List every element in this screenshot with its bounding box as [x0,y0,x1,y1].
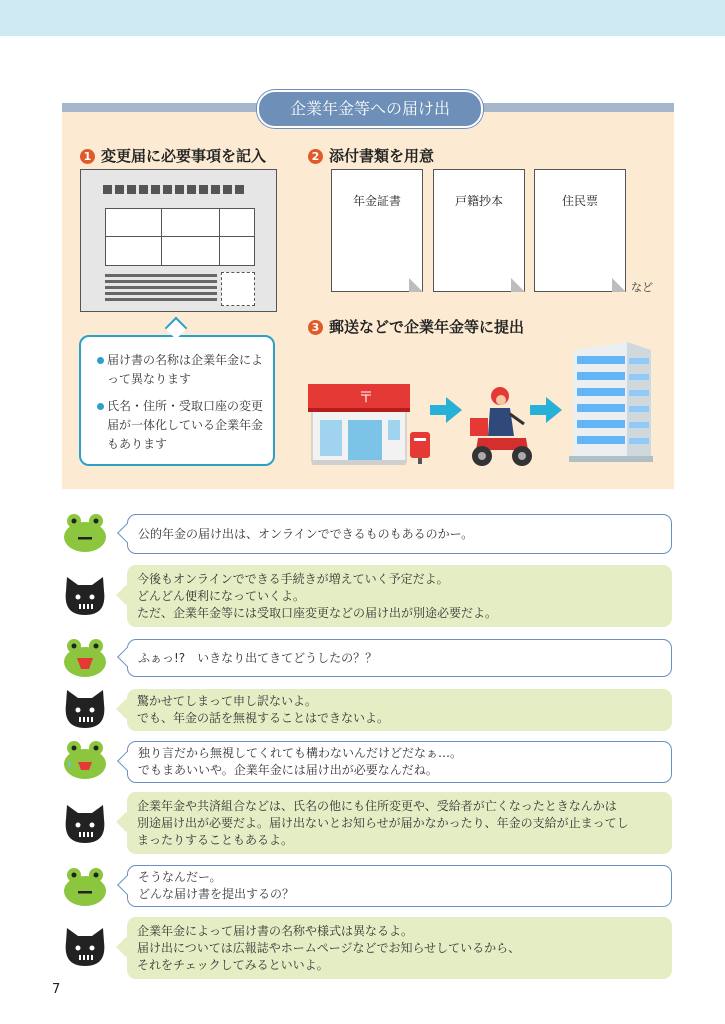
dialogue-line: 別途届け出が必要だよ。届け出ないとお知らせが届かなかったり、年金の支給が止まってし [137,815,629,830]
dialogue-line: ふぁっ!? いきなり出てきてどうしたの？？ [138,650,378,665]
page-number: 7 [52,982,61,997]
notes-callout [79,335,275,466]
frog-speech-bubble [127,514,672,554]
panel-title: 企業年金等への届け出 [257,90,483,128]
dialogue-line: 企業年金や共済組合などは、氏名の他にも住所変更や、受給者が亡くなったときなんかは [137,798,617,813]
note-item: 届け書の名称は企業年金によって異なります [97,351,263,389]
step-3-heading [308,316,524,337]
dialogue-line: どんな届け書を提出するの？ [138,887,295,901]
step-3-number: 3 [308,320,323,335]
frog-neutral-icon [63,513,107,553]
dialogue-line: 公的年金の届け出は、オンラインでできるものもあるのかー。 [138,526,474,541]
frog-speech-bubble [127,639,672,677]
document-family-register [433,169,525,292]
dialogue-line: 今後もオンラインでできる手続きが増えていく予定だよ。 [137,571,449,586]
dialogue-line: でもまあいいや。企業年金には届け出が必要なんだね。 [138,763,438,777]
mail-courier-scooter-icon [468,384,534,470]
document-label: 年金証書 [352,194,401,208]
cat-speech-bubble [127,565,672,627]
dialogue-line: 企業年金によって届け書の名称や様式は異なるよ。 [137,923,414,938]
dialogue-line: まったりすることもあるよ。 [137,832,294,847]
cat-icon [63,577,107,617]
frog-speech-bubble [127,741,672,783]
dialogue-line: 届け出については広報誌やホームページなどでお知らせしているから、 [137,940,521,955]
form-text-lines [105,274,217,304]
change-form-illustration [80,169,277,312]
document-resident-record [534,169,626,292]
cat-icon [63,690,107,730]
form-stamp-box [221,272,255,306]
step-2-heading [308,145,434,166]
step-1-heading [80,145,266,166]
step-1-label: 変更届に必要事項を記入 [101,147,267,165]
dialogue-line: それをチェックしてみるといいよ。 [137,957,329,972]
cat-icon [63,928,107,968]
dialogue-line: どんどん便利になっていくよ。 [137,588,306,603]
step-1-number: 1 [80,149,95,164]
dialogue-line: でも、年金の話を無視することはできないよ。 [137,711,390,725]
etc-label: など [631,281,653,294]
form-table [105,208,255,266]
step-3-label: 郵送などで企業年金等に提出 [329,318,525,336]
cat-speech-bubble [127,792,672,854]
dialogue-line: ただ、企業年金等には受取口座変更などの届け出が別途必要だよ。 [137,605,498,620]
cat-speech-bubble [127,689,672,731]
header-band [0,0,725,36]
dialogue-line: そうなんだー。 [138,870,222,884]
post-mark: 〒 [358,388,374,406]
post-office-icon [306,378,438,466]
document-pension-certificate [331,169,423,292]
frog-surprised-icon [63,638,107,678]
cat-icon [63,805,107,845]
form-header-marks [103,185,244,194]
dialogue-line: 独り言だから無視してくれても構わないんだけどだなぁ…。 [138,746,463,760]
step-2-label: 添付書類を用意 [329,147,435,165]
arrow-right-icon [430,397,462,423]
dialogue-line: 驚かせてしまって申し訳ないよ。 [137,694,318,708]
document-label: 住民票 [561,194,598,208]
arrow-right-icon [530,397,562,423]
frog-neutral-icon [63,867,107,907]
note-item: 氏名・住所・受取口座の変更届が一体化している企業年金もあります [97,397,263,454]
company-building-icon [567,340,655,464]
document-label: 戸籍抄本 [454,194,503,208]
cat-speech-bubble [127,917,672,979]
step-2-number: 2 [308,149,323,164]
frog-speech-bubble [127,865,672,907]
frog-worried-icon [63,740,107,780]
